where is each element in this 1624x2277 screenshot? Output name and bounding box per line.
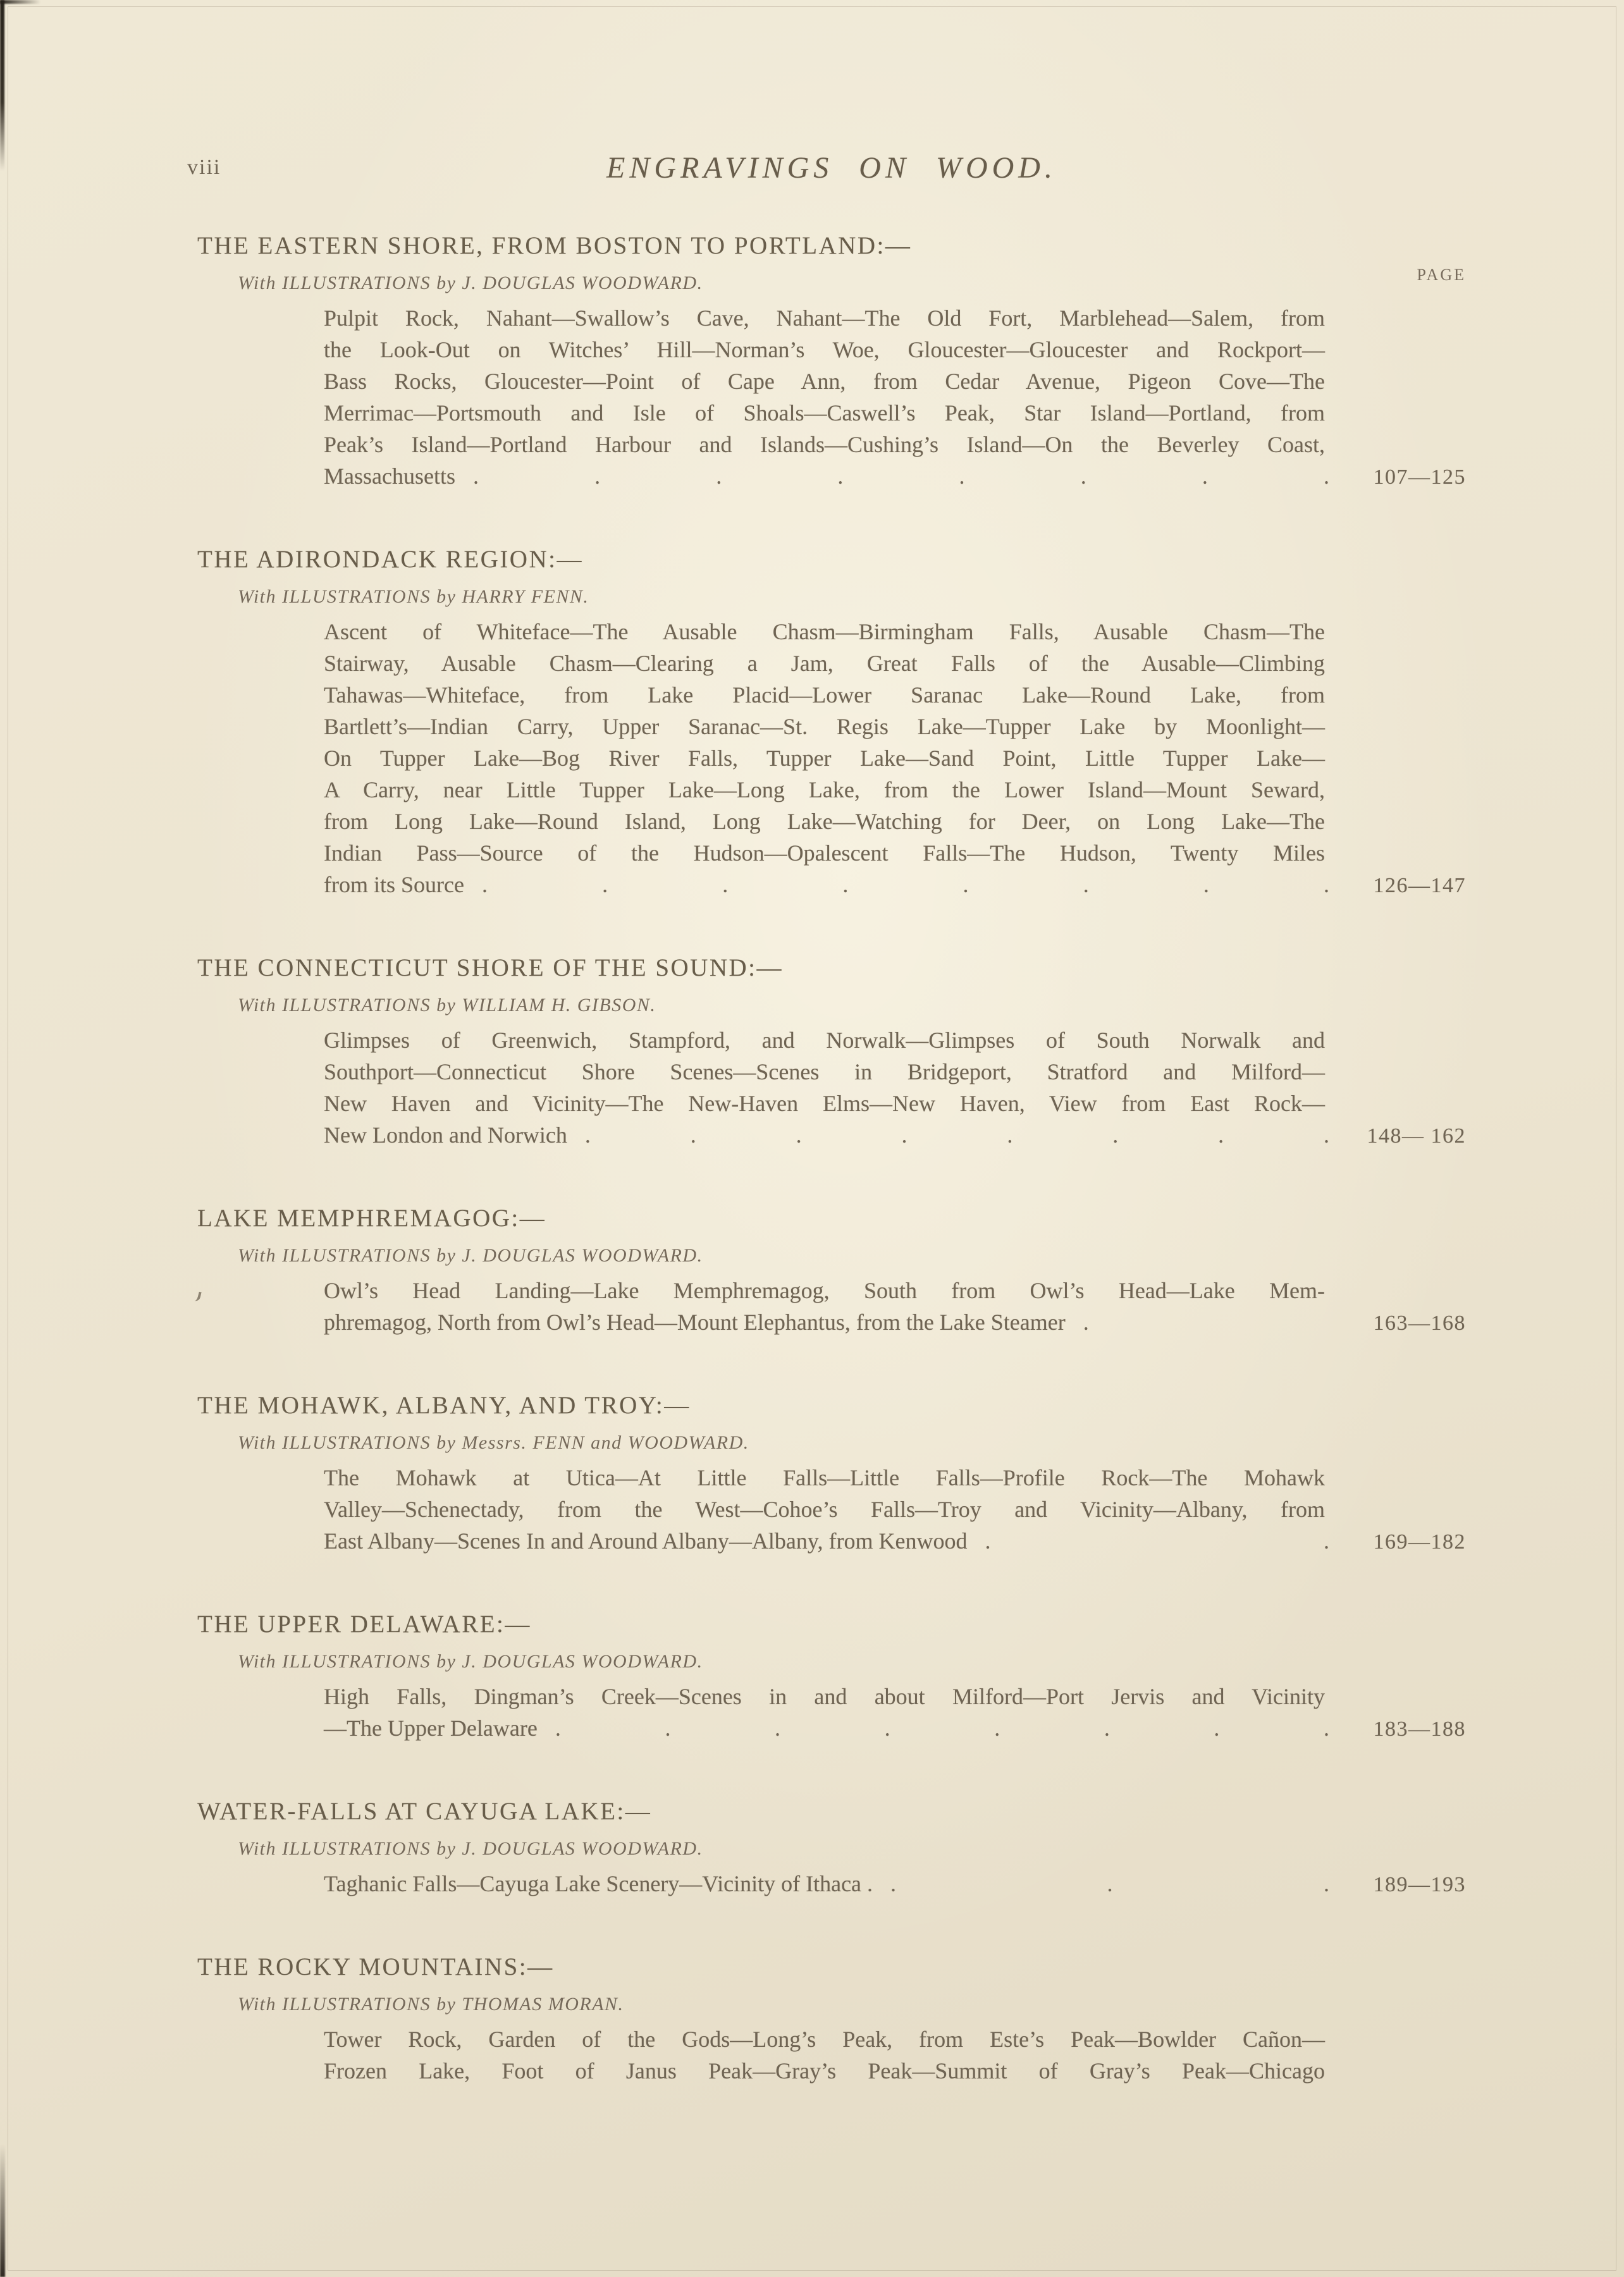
section-byline: With ILLUSTRATIONS by J. DOUGLAS WOODWARD. <box>238 1651 703 1672</box>
leader-dots: . . . <box>890 1871 1329 1896</box>
section-byline: With ILLUSTRATIONS by J. DOUGLAS WOODWARD. <box>238 273 703 293</box>
body-line: Pulpit Rock, Nahant—Swallow’s Cave, Nahant—The Old Fort, Marblehead—Salem, from <box>324 305 1325 331</box>
body-line: High Falls, Dingman’s Creek—Scenes in and about Milford—Port Jervis and Vicinity <box>324 1684 1325 1709</box>
section-byline: With ILLUSTRATIONS by WILLIAM H. GIBSON. <box>238 995 656 1016</box>
body-line: —The Upper Delaware <box>324 1715 538 1741</box>
toc-section <box>0 1951 1624 2087</box>
body-last-line <box>324 1119 1466 1152</box>
body-last-line <box>324 460 1466 493</box>
leader-dots: . <box>1083 1310 1089 1335</box>
body-line: New Haven and Vicinity—The New-Haven Elms—New Haven, View from East Rock— <box>324 1091 1325 1116</box>
section-byline: With ILLUSTRATIONS by THOMAS MORAN. <box>238 1994 624 2015</box>
page-range: 126—147 <box>1373 874 1466 897</box>
page-range: 183—188 <box>1373 1717 1466 1741</box>
section-heading: THE CONNECTICUT SHORE OF THE SOUND:— <box>197 954 784 981</box>
body-line: Ascent of Whiteface—The Ausable Chasm—Birmingham Falls, Ausable Chasm—The <box>324 619 1325 644</box>
leader-dots: . . . . . . . . <box>481 872 1329 897</box>
section-heading: THE ADIRONDACK REGION:— <box>197 546 583 573</box>
section-heading: THE ROCKY MOUNTAINS:— <box>197 1953 554 1980</box>
body-line: Tahawas—Whiteface, from Lake Placid—Lower Saranac Lake—Round Lake, from <box>324 682 1325 708</box>
section-heading: THE EASTERN SHORE, FROM BOSTON TO PORTLAND:— <box>197 232 912 259</box>
body-line: Frozen Lake, Foot of Janus Peak—Gray’s Peak—Summit of Gray’s Peak—Chicago <box>324 2058 1325 2084</box>
body-line: Indian Pass—Source of the Hudson—Opalescent Falls—The Hudson, Twenty Miles <box>324 840 1325 866</box>
body-line: Stairway, Ausable Chasm—Clearing a Jam, Great Falls of the Ausable—Climbing <box>324 651 1325 676</box>
scan-edge-artifact <box>0 2144 5 2277</box>
toc-section <box>0 1796 1624 1901</box>
page-range: 107—125 <box>1373 465 1466 489</box>
toc-section <box>0 1390 1624 1558</box>
body-line: Bartlett’s—Indian Carry, Upper Saranac—St. Regis Lake—Tupper Lake by Moonlight— <box>324 714 1325 739</box>
leader-dots: . . . . . . . . <box>472 463 1329 489</box>
page-range: 163—168 <box>1373 1311 1466 1335</box>
section-byline: With ILLUSTRATIONS by HARRY FENN. <box>238 586 589 607</box>
section-body <box>324 2023 1624 2087</box>
page-range: 189—193 <box>1373 1873 1466 1896</box>
section-byline: With ILLUSTRATIONS by J. DOUGLAS WOODWARD. <box>238 1245 703 1266</box>
body-line: Owl’s Head Landing—Lake Memphremagog, South from Owl’s Head—Lake Mem- <box>324 1278 1325 1303</box>
body-line: Taghanic Falls—Cayuga Lake Scenery—Vicinity of Ithaca . <box>324 1871 873 1896</box>
body-line: The Mohawk at Utica—At Little Falls—Little Falls—Profile Rock—The Mohawk <box>324 1465 1325 1490</box>
page-range: 169—182 <box>1373 1530 1466 1554</box>
section-body <box>324 1868 1624 1901</box>
body-line: Southport—Connecticut Shore Scenes—Scenes in Bridgeport, Stratford and Milford— <box>324 1059 1325 1084</box>
toc-sections <box>0 230 1624 2087</box>
folio-number: viii <box>187 156 221 179</box>
body-line: Massachusetts <box>324 463 455 489</box>
body-line: New London and Norwich <box>324 1122 567 1148</box>
toc-section <box>0 544 1624 902</box>
section-body <box>324 1275 1624 1339</box>
page-range: 148— 162 <box>1367 1124 1466 1148</box>
toc-section <box>0 230 1624 493</box>
body-last-line <box>324 869 1466 902</box>
section-body <box>324 302 1624 493</box>
body-line: Valley—Schenectady, from the West—Cohoe’s Falls—Troy and Vicinity—Albany, from <box>324 1497 1325 1522</box>
body-line: Glimpses of Greenwich, Stampford, and Norwalk—Glimpses of South Norwalk and <box>324 1028 1325 1053</box>
page-column-label: PAGE <box>1417 266 1466 284</box>
body-line: A Carry, near Little Tupper Lake—Long Lake, from the Lower Island—Mount Seward, <box>324 777 1325 802</box>
section-heading: THE MOHAWK, ALBANY, AND TROY:— <box>197 1392 691 1419</box>
body-last-line <box>324 1306 1466 1339</box>
body-line: Merrimac—Portsmouth and Isle of Shoals—Caswell’s Peak, Star Island—Portland, from <box>324 400 1325 426</box>
leader-dots: . . . . . . . . <box>555 1715 1329 1741</box>
section-body <box>324 616 1624 902</box>
body-line: East Albany—Scenes In and Around Albany—Albany, from Kenwood <box>324 1528 968 1554</box>
section-body <box>324 1462 1624 1558</box>
toc-section <box>0 1609 1624 1745</box>
body-line: Bass Rocks, Gloucester—Point of Cape Ann, from Cedar Avenue, Pigeon Cove—The <box>324 369 1325 394</box>
page-title: ENGRAVINGS ON WOOD. <box>606 151 1057 185</box>
page-header <box>0 0 1624 188</box>
body-line: the Look-Out on Witches’ Hill—Norman’s Woe, Gloucester—Gloucester and Rockport— <box>324 337 1325 362</box>
section-heading: WATER-FALLS AT CAYUGA LAKE:— <box>197 1798 652 1825</box>
body-line: from Long Lake—Round Island, Long Lake—Watching for Deer, on Long Lake—The <box>324 809 1325 834</box>
section-byline: With ILLUSTRATIONS by Messrs. FENN and WOODWARD. <box>238 1432 749 1453</box>
body-last-line <box>324 1868 1466 1901</box>
body-line: phremagog, North from Owl’s Head—Mount Elephantus, from the Lake Steamer <box>324 1310 1066 1335</box>
body-last-line <box>324 1525 1466 1558</box>
toc-section <box>0 952 1624 1152</box>
body-last-line <box>324 1712 1466 1745</box>
section-body <box>324 1681 1624 1745</box>
body-line: from its Source <box>324 872 464 897</box>
toc-section <box>0 1203 1624 1339</box>
leader-dots: . . . . . . . . <box>584 1122 1329 1148</box>
section-heading: LAKE MEMPHREMAGOG:— <box>197 1205 546 1232</box>
leader-dots: . . <box>985 1528 1329 1554</box>
body-line: Peak’s Island—Portland Harbour and Islands—Cushing’s Island—On the Beverley Coast, <box>324 432 1325 457</box>
body-line: On Tupper Lake—Bog River Falls, Tupper Lake—Sand Point, Little Tupper Lake— <box>324 746 1325 771</box>
body-line: Tower Rock, Garden of the Gods—Long’s Peak, from Este’s Peak—Bowlder Cañon— <box>324 2027 1325 2052</box>
section-body <box>324 1024 1624 1152</box>
section-heading: THE UPPER DELAWARE:— <box>197 1611 531 1638</box>
section-byline: With ILLUSTRATIONS by J. DOUGLAS WOODWARD. <box>238 1838 703 1859</box>
